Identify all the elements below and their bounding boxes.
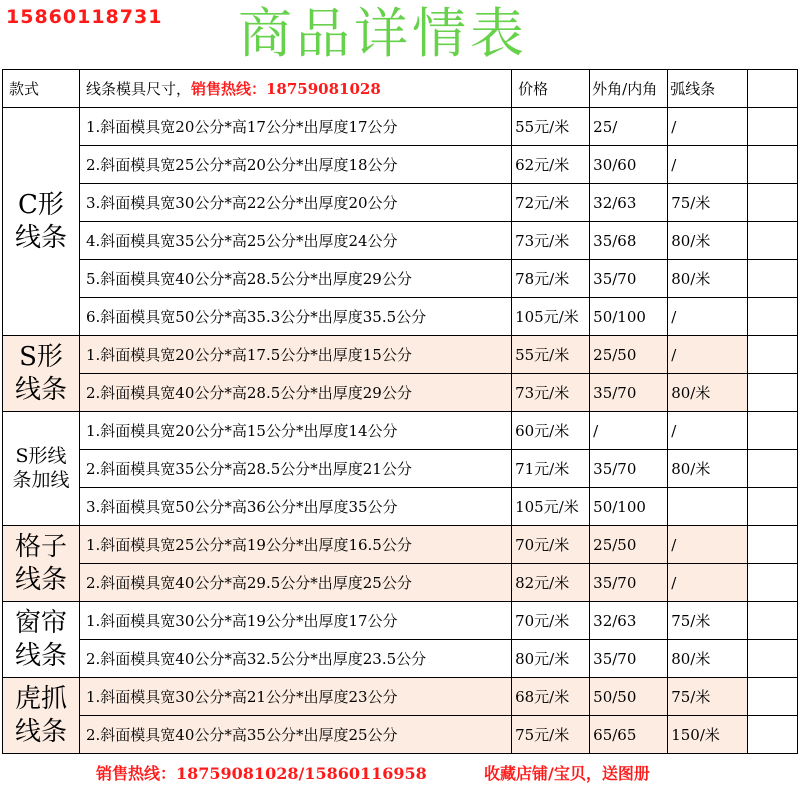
arc-cell: 80/米	[668, 640, 748, 678]
price-cell: 55元/米	[512, 108, 590, 146]
header-arc: 弧线条	[668, 70, 748, 108]
angle-cell: 35/68	[590, 222, 668, 260]
angle-cell: 50/50	[590, 678, 668, 716]
spec-cell: 3.斜面模具宽30公分*高22公分*出厚度20公分	[79, 184, 511, 222]
empty-cell	[748, 222, 798, 260]
empty-cell	[748, 640, 798, 678]
table-row	[3, 298, 798, 336]
header-spec-label: 线条模具尺寸，	[85, 80, 191, 98]
spec-cell: 1.斜面模具宽20公分*高17公分*出厚度17公分	[79, 108, 511, 146]
empty-cell	[748, 450, 798, 488]
angle-cell: 50/100	[590, 298, 668, 336]
angle-cell: 32/63	[590, 602, 668, 640]
angle-cell: 65/65	[590, 716, 668, 754]
angle-cell: 35/70	[590, 564, 668, 602]
table-row	[3, 412, 798, 450]
header-price: 价格	[512, 70, 590, 108]
angle-cell: 25/50	[590, 526, 668, 564]
price-cell: 70元/米	[512, 526, 590, 564]
table-row	[3, 374, 798, 412]
table-row	[3, 640, 798, 678]
price-cell: 82元/米	[512, 564, 590, 602]
spec-cell: 1.斜面模具宽25公分*高19公分*出厚度16.5公分	[79, 526, 511, 564]
table-row	[3, 716, 798, 754]
header-angle: 外角/内角	[590, 70, 668, 108]
empty-cell	[748, 298, 798, 336]
category-label: S形 线条	[3, 336, 80, 412]
spec-cell: 4.斜面模具宽35公分*高25公分*出厚度24公分	[79, 222, 511, 260]
empty-cell	[748, 260, 798, 298]
price-cell: 60元/米	[512, 412, 590, 450]
header-spec	[79, 70, 511, 108]
angle-cell: 25/	[590, 108, 668, 146]
category-label: 虎抓 线条	[3, 678, 80, 754]
price-cell: 72元/米	[512, 184, 590, 222]
spec-cell: 2.斜面模具宽40公分*高28.5公分*出厚度29公分	[79, 374, 511, 412]
spec-cell: 1.斜面模具宽20公分*高15公分*出厚度14公分	[79, 412, 511, 450]
table-row	[3, 678, 798, 716]
empty-cell	[748, 336, 798, 374]
price-cell: 80元/米	[512, 640, 590, 678]
table-row	[3, 564, 798, 602]
angle-cell: 35/70	[590, 450, 668, 488]
spec-cell: 2.斜面模具宽40公分*高35公分*出厚度25公分	[79, 716, 511, 754]
angle-cell: 50/100	[590, 488, 668, 526]
empty-cell	[748, 526, 798, 564]
angle-cell: 32/63	[590, 184, 668, 222]
arc-cell: 75/米	[668, 184, 748, 222]
arc-cell: 75/米	[668, 678, 748, 716]
arc-cell: 80/米	[668, 450, 748, 488]
table-row	[3, 602, 798, 640]
angle-cell: 35/70	[590, 640, 668, 678]
empty-cell	[748, 412, 798, 450]
table-header-row	[3, 70, 798, 108]
spec-cell: 1.斜面模具宽30公分*高21公分*出厚度23公分	[79, 678, 511, 716]
price-cell: 73元/米	[512, 374, 590, 412]
table-row	[3, 336, 798, 374]
spec-cell: 6.斜面模具宽50公分*高35.3公分*出厚度35.5公分	[79, 298, 511, 336]
table-row	[3, 260, 798, 298]
angle-cell: 30/60	[590, 146, 668, 184]
angle-cell: /	[590, 412, 668, 450]
empty-cell	[748, 146, 798, 184]
empty-cell	[748, 374, 798, 412]
footer-collect-link[interactable]: 收藏店铺/宝贝，送图册	[484, 764, 650, 783]
empty-cell	[748, 678, 798, 716]
spec-cell: 1.斜面模具宽20公分*高17.5公分*出厚度15公分	[79, 336, 511, 374]
price-cell: 78元/米	[512, 260, 590, 298]
arc-cell: /	[668, 412, 748, 450]
table-row	[3, 146, 798, 184]
price-cell: 105元/米	[512, 488, 590, 526]
product-table	[2, 69, 798, 754]
header-hotline: 销售热线：18759081028	[190, 80, 381, 98]
price-cell: 70元/米	[512, 602, 590, 640]
price-cell: 105元/米	[512, 298, 590, 336]
spec-cell: 2.斜面模具宽40公分*高29.5公分*出厚度25公分	[79, 564, 511, 602]
table-row	[3, 526, 798, 564]
price-cell: 68元/米	[512, 678, 590, 716]
arc-cell: /	[668, 336, 748, 374]
spec-cell: 2.斜面模具宽40公分*高32.5公分*出厚度23.5公分	[79, 640, 511, 678]
angle-cell: 35/70	[590, 374, 668, 412]
arc-cell: 150/米	[668, 716, 748, 754]
spec-cell: 2.斜面模具宽25公分*高20公分*出厚度18公分	[79, 146, 511, 184]
header-style: 款式	[3, 70, 80, 108]
spec-cell: 5.斜面模具宽40公分*高28.5公分*出厚度29公分	[79, 260, 511, 298]
empty-cell	[748, 108, 798, 146]
category-label: 格子 线条	[3, 526, 80, 602]
header-empty	[748, 70, 798, 108]
spec-cell: 3.斜面模具宽50公分*高36公分*出厚度35公分	[79, 488, 511, 526]
empty-cell	[748, 184, 798, 222]
arc-cell: 80/米	[668, 260, 748, 298]
arc-cell: /	[668, 146, 748, 184]
spec-cell: 1.斜面模具宽30公分*高19公分*出厚度17公分	[79, 602, 511, 640]
price-cell: 62元/米	[512, 146, 590, 184]
arc-cell: /	[668, 526, 748, 564]
price-cell: 55元/米	[512, 336, 590, 374]
table-row	[3, 488, 798, 526]
angle-cell: 25/50	[590, 336, 668, 374]
table-row	[3, 222, 798, 260]
table-row	[3, 184, 798, 222]
arc-cell: /	[668, 108, 748, 146]
spec-cell: 2.斜面模具宽35公分*高28.5公分*出厚度21公分	[79, 450, 511, 488]
footer-bar	[2, 757, 798, 787]
category-label: C形 线条	[3, 108, 80, 336]
arc-cell: 80/米	[668, 222, 748, 260]
price-cell: 73元/米	[512, 222, 590, 260]
price-cell: 71元/米	[512, 450, 590, 488]
arc-cell: /	[668, 564, 748, 602]
empty-cell	[748, 716, 798, 754]
angle-cell: 35/70	[590, 260, 668, 298]
category-label: 窗帘 线条	[3, 602, 80, 678]
page-title: 商品详情表	[238, 2, 528, 65]
arc-cell: 75/米	[668, 602, 748, 640]
empty-cell	[748, 602, 798, 640]
table-row	[3, 108, 798, 146]
empty-cell	[748, 564, 798, 602]
footer-hotline: 销售热线：18759081028/15860116958	[96, 764, 427, 783]
empty-cell	[748, 488, 798, 526]
category-label: S形线 条加线	[3, 412, 80, 526]
arc-cell: 80/米	[668, 374, 748, 412]
top-phone-number: 15860118731	[6, 6, 163, 28]
arc-cell	[668, 488, 748, 526]
price-cell: 75元/米	[512, 716, 590, 754]
arc-cell: /	[668, 298, 748, 336]
table-row	[3, 450, 798, 488]
